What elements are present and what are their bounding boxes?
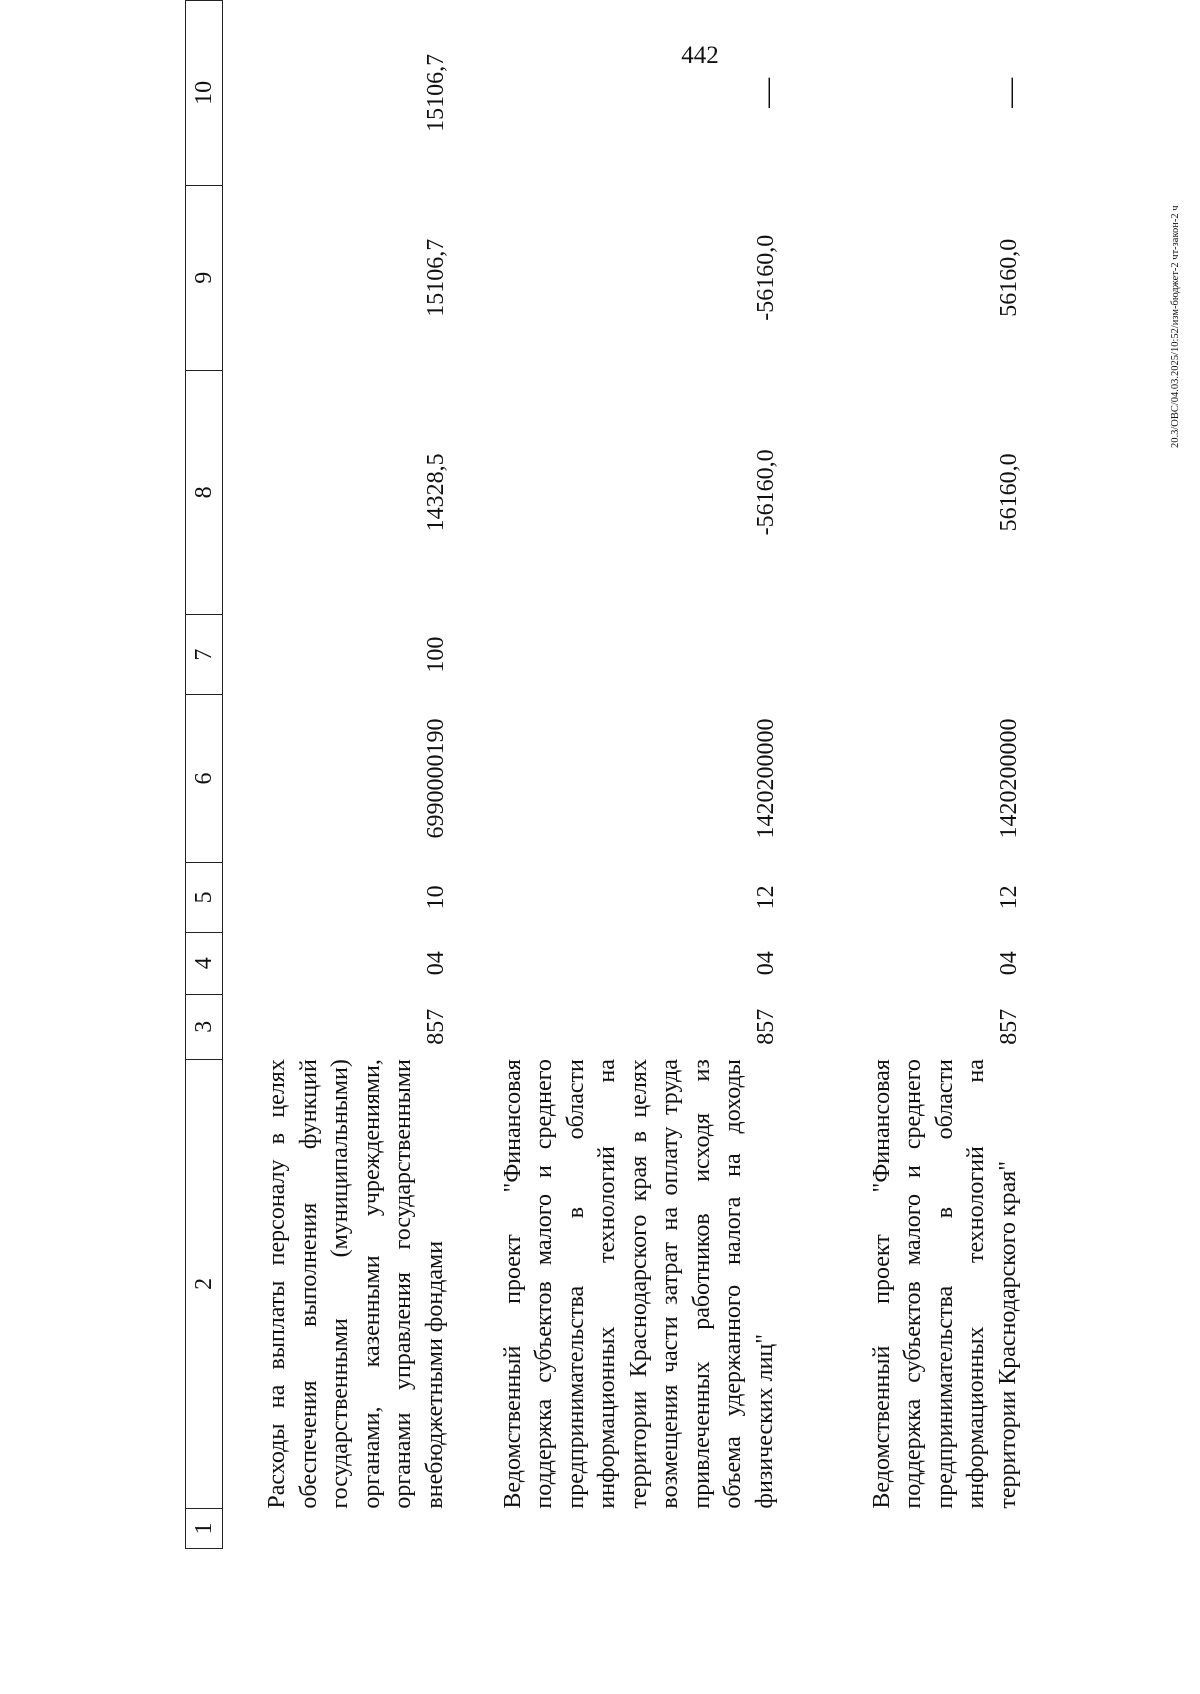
amount-col8-cell: -56160,0 <box>753 449 779 536</box>
section-code-cell: 04 <box>753 951 779 976</box>
budget-table <box>185 0 1024 1549</box>
column-header-6: 6 <box>186 695 223 863</box>
column-header-5: 5 <box>186 862 223 932</box>
amount-col8-cell: 56160,0 <box>996 453 1022 532</box>
department-code-cell: 857 <box>996 1008 1022 1045</box>
document-footer-code: 20.3/ОВС/04.03.2025/10:52/изм-бюджет-2 чт-закон-2 ч <box>1170 205 1181 448</box>
table-row <box>781 1 1024 1549</box>
amount-col9-cell: 56160,0 <box>996 238 1022 317</box>
page-number: 442 <box>681 42 719 69</box>
table-row <box>451 1 781 1549</box>
column-header-1: 1 <box>186 1509 223 1549</box>
target-article-cell: 1420200000 <box>753 718 779 839</box>
row-number-cell <box>451 1509 781 1549</box>
subsection-code-cell: 10 <box>423 885 449 910</box>
target-article-cell: 1420200000 <box>996 718 1022 839</box>
row-number-cell <box>223 1509 452 1549</box>
column-header-7: 7 <box>186 615 223 695</box>
target-article-cell: 6990000190 <box>423 718 449 839</box>
table-row <box>223 1 452 1549</box>
column-header-9: 9 <box>186 185 223 370</box>
column-header-2: 2 <box>186 1059 223 1508</box>
section-code-cell: 04 <box>996 951 1022 976</box>
amount-col10-cell: 15106,7 <box>423 53 449 132</box>
column-header-8: 8 <box>186 370 223 615</box>
department-code-cell: 857 <box>753 1008 779 1045</box>
description-cell: Ведомственный проект "Финансовая поддержка субъектов малого и среднего предпринимательства в области информационных технологий на территории Краснодарского края в целях возмещения части затрат на оплату труда привлеченных работников исходя из объема удержанного налога на доходы физических лиц" <box>499 1059 778 1509</box>
amount-col10-cell: — <box>993 77 1026 108</box>
column-header-4: 4 <box>186 932 223 994</box>
amount-col10-cell: — <box>750 77 783 108</box>
column-header-10: 10 <box>186 1 223 186</box>
amount-col9-cell: 15106,7 <box>423 238 449 317</box>
expense-type-cell: 100 <box>423 636 449 673</box>
amount-col9-cell: -56160,0 <box>753 234 779 321</box>
row-number-cell <box>781 1509 1024 1549</box>
description-cell: Расходы на выплаты персоналу в целях обеспечения выполнения функций государственными (муниципальными) органами, казенными учреждениями, органами управления государственными внебюджетными фондами <box>264 1059 448 1509</box>
expense-type-cell <box>451 615 781 695</box>
amount-col8-cell: 14328,5 <box>423 453 449 532</box>
expense-type-cell <box>781 615 1024 695</box>
column-header-3: 3 <box>186 994 223 1059</box>
description-cell: Ведомственный проект "Финансовая поддержка субъектов малого и среднего предпринимательства в области информационных технологий на территории Краснодарского края" <box>868 1059 1021 1509</box>
subsection-code-cell: 12 <box>996 885 1022 910</box>
table-header-row <box>186 1 223 1549</box>
department-code-cell: 857 <box>423 1008 449 1045</box>
section-code-cell: 04 <box>423 951 449 976</box>
subsection-code-cell: 12 <box>753 885 779 910</box>
